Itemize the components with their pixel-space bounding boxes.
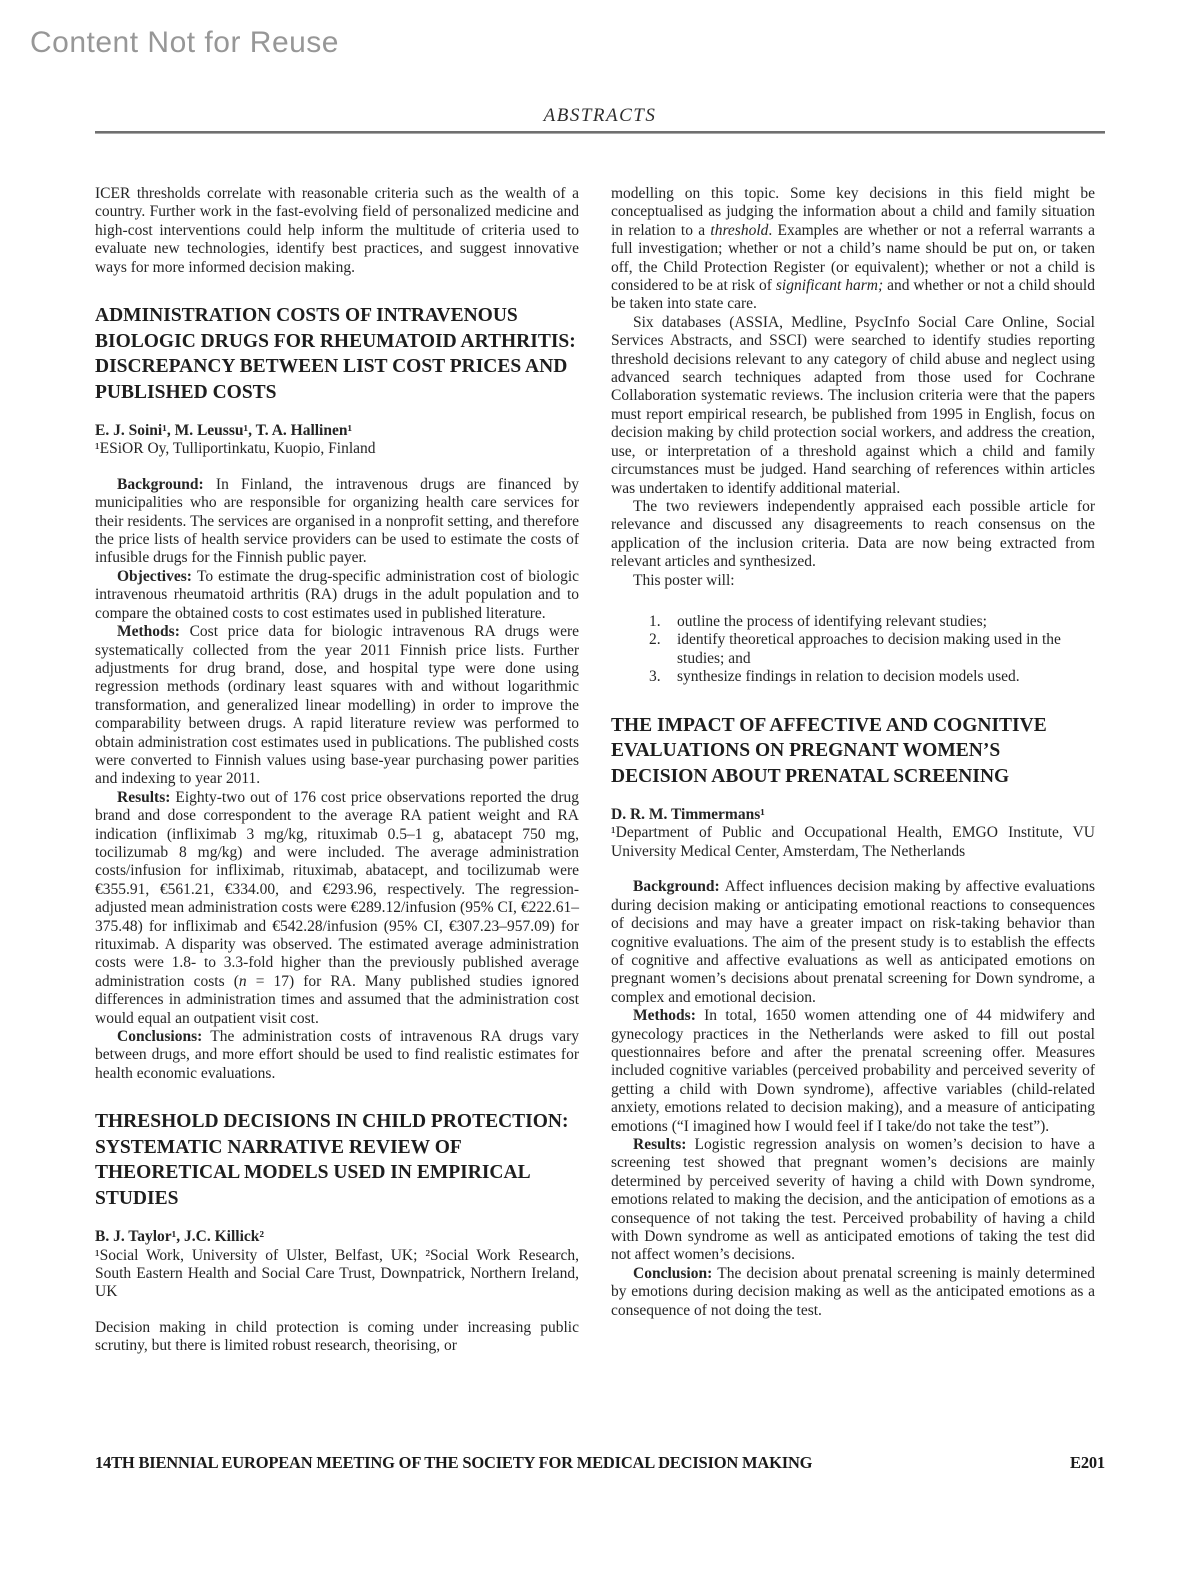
text-segment: The decision about prenatal screening is mainly determined by emotions during decision making as well as the anticipated emotions as a consequence of not doing the test. [611,1264,1095,1319]
text-segment: . Examples are whether or not a referral warrants a full investigation; whether or not a child’s name should be put on, or taken off, the Child Protection Register (or equivalent); whether or not a child is considered to be at risk of [611,221,1095,295]
section-label: Results: [117,788,176,806]
paragraph [95,568,579,623]
section-label: Conclusion: [633,1264,718,1282]
abstract-title: THE IMPACT OF AFFECTIVE AND COGNITIVE EVALUATIONS ON PREGNANT WOMEN’S DECISION ABOUT PRENATAL SCREENING [611,714,1047,787]
page-footer [95,1453,1105,1473]
paragraph [95,1319,579,1356]
text-segment: n [238,972,247,990]
list-item [611,613,1095,631]
text-segment: threshold [710,221,769,239]
affiliation-line: ¹Social Work, University of Ulster, Belfast, UK; ²Social Work Research, South Eastern Health and Social Care Trust, Downpatrick, Northern Ireland, UK [95,1246,579,1301]
text-segment: ICER thresholds correlate with reasonable criteria such as the wealth of a country. Further work in the fast-evolving field of personalized medicine and high-cost interventions could help inform the multitude of criteria used to evaluate new technologies, identify best practices, and suggest innovative ways for more informed decision making. [95,185,579,276]
paragraph [611,1265,1095,1320]
paragraph [95,185,579,277]
paragraph [95,623,579,789]
paragraph [611,1136,1095,1265]
paragraph [611,1007,1095,1136]
text-segment: Six databases (ASSIA, Medline, PsycInfo Social Care Online, Social Services Abstracts, and SSCI) were searched to identify studies reporting threshold decisions relevant to any category of child abuse and neglect using advanced search techniques adapted from those used for Cochrane Collaboration systematic reviews. The inclusion criteria were that the papers must report empirical research, be published from 1995 in English, focus on decision making by child protection social workers, and address the creation, use, or interpretation of a threshold against which a child and family circumstances must be judged. Hand searching of references within articles was undertaken to identify additional material. [611,313,1095,497]
paragraph [611,498,1095,572]
section-label: Objectives: [117,567,197,585]
text-segment: In Finland, the intravenous drugs are financed by municipalities who are responsible for organizing health care services for their residents. The services are organised in a nonprofit setting, and therefore the price lists of health service providers can be used to estimate the costs of infusible drugs for the Finnish public payer. [95,475,579,567]
paragraph [95,476,579,568]
numbered-list [611,613,1095,687]
text-segment: Decision making in child protection is coming under increasing public scrutiny, but there is limited robust research, theorising, or [95,1318,579,1355]
text-segment: The administration costs of intravenous RA drugs vary between drugs, and more effort should be used to find realistic estimates for health economic evaluations. [95,1028,579,1082]
text-segment: Logistic regression analysis on women’s decision to have a screening test showed that pregnant women’s decisions are mainly determined by perceived severity of having a child with Down syndrome, emotions related to making the decision, and the anticipation of emotions as a consequence of not taking the test. Perceived probability of having a child with Down syndrome as well as anticipated emotions of taking the test did not affect women’s decisions. [611,1135,1095,1264]
abstract-title: ADMINISTRATION COSTS OF INTRAVENOUS BIOLOGIC DRUGS FOR RHEUMATOID ARTHRITIS: DISCREPANCY BETWEEN LIST COST PRICES AND PUBLISHED COSTS [95,305,576,403]
text-segment: = 17) for RA. Many published studies ignored differences in administration times and assumed that the administration cost would equal an outpatient visit cost. [95,972,579,1027]
text-segment: In total, 1650 women attending one of 44 midwifery and gynecology practices in the Netherlands were asked to fill out postal questionnaires before and after the prenatal screening offer. Measures included cognitive variables (perceived probability and perceived severity of getting a child with Down syndrome), affective variables (child-related anxiety, emotions related to decision making), and a measure of anticipating emotions (“I imagined how I would feel if I take/do not take the test”). [611,1007,1095,1135]
text-segment: Eighty-two out of 176 cost price observations reported the drug brand and dose correspondent to the average RA patient weight and RA indication (infliximab 3 mg/kg, rituximab 0.5–1 g, abatacept 750 mg, tocilizumab 8 mg/kg) and were included. The average administration costs/infusion for infliximab, rituximab, abatacept, and tocilizumab were €355.91, €561.21, €334.00, and €293.96, respectively. The regression-adjusted mean administration costs were €289.12/infusion (95% CI, €222.61–375.48) for infliximab and €542.28/infusion (95% CI, €307.23–957.09) for rituximab. A disparity was observed. The estimated average administration costs were 1.8- to 3.3-fold higher than the previously published average administration costs ( [95,788,579,990]
text-segment: modelling on this topic. Some key decisions in this field might be conceptualised as judging the information about a child and family situation in relation to a [611,185,1095,239]
paragraph [611,314,1095,498]
paragraph [611,572,1095,590]
text-segment: This poster will: [633,571,735,589]
authors-line: D. R. M. Timmermans¹ [611,806,765,824]
list-item-number: 2. [649,631,661,649]
list-item [611,631,1095,668]
list-item-text: synthesize findings in relation to decision models used. [677,668,1020,686]
list-item-number: 1. [649,612,661,630]
list-item-number: 3. [649,668,661,686]
column-left [95,185,579,1356]
text-segment: Cost price data for biologic intravenous RA drugs were systematically collected from the year 2011 Finnish price lists. Further adjustments for drug brand, dose, and hospital type were done using regression methods (ordinary least squares with and without logarithmic transformation, and generalized linear modelling) in order to improve the comparability between drugs. A rapid literature review was performed to obtain administration cost estimates used in publications. The published costs were converted to Finnish values using base-year purchasing power parities and indexing to year 2011. [95,623,579,788]
section-label: Background: [633,878,725,896]
affiliation-line: ¹Department of Public and Occupational Health, EMGO Institute, VU University Medical Center, Amsterdam, The Netherlands [611,824,1095,860]
column-right [611,185,1095,1320]
paragraph [611,878,1095,1007]
paragraph [95,789,579,1028]
section-label: Methods: [633,1007,705,1025]
section-label: Background: [117,475,216,493]
section-label: Results: [633,1135,695,1153]
section-label: Methods: [117,623,190,641]
list-item-text: identify theoretical approaches to decision making used in the studies; and [677,631,1061,667]
paragraph [95,1028,579,1083]
page-header-title: ABSTRACTS [543,105,657,126]
watermark-text: Content Not for Reuse [30,26,339,59]
paragraph [611,185,1095,314]
section-label: Conclusions: [117,1028,211,1046]
text-segment: and whether or not a child should be taken into state care. [611,277,1095,313]
header-rule [95,131,1105,134]
page-number: E201 [1070,1453,1105,1472]
text-segment: To estimate the drug-specific administration cost of biologic intravenous rheumatoid arthritis (RA) drugs in the adult population and to compare the obtained costs to cost estimates used in published literature. [95,567,580,622]
footer-conference-title: 14TH BIENNIAL EUROPEAN MEETING OF THE SOCIETY FOR MEDICAL DECISION MAKING [95,1453,813,1472]
affiliation-line: ¹ESiOR Oy, Tulliportinkatu, Kuopio, Finland [95,440,376,458]
authors-line: B. J. Taylor¹, J.C. Killick² [95,1228,265,1246]
abstract-title: THRESHOLD DECISIONS IN CHILD PROTECTION: SYSTEMATIC NARRATIVE REVIEW OF THEORETICAL MODELS USED IN EMPIRICAL STUDIES [95,1111,569,1209]
text-segment: The two reviewers independently appraised each possible article for relevance and discussed any disagreements to reach consensus on the application of the inclusion criteria. Data are now being extracted from relevant articles and synthesized. [611,497,1095,571]
list-item [611,668,1095,686]
authors-line: E. J. Soini¹, M. Leussu¹, T. A. Hallinen¹ [95,422,353,440]
text-segment: significant harm; [775,277,884,295]
list-item-text: outline the process of identifying relevant studies; [677,612,987,630]
text-segment: Affect influences decision making by affective evaluations during decision making or anticipating emotional reactions to consequences of decisions and may have a greater impact on risk-taking behavior than cognitive evaluations. The aim of the present study is to establish the effects of cognitive and affective evaluations as well as anticipated emotions on pregnant women’s decisions about prenatal screening for Down syndrome, a complex and emotional decision. [611,878,1095,1006]
